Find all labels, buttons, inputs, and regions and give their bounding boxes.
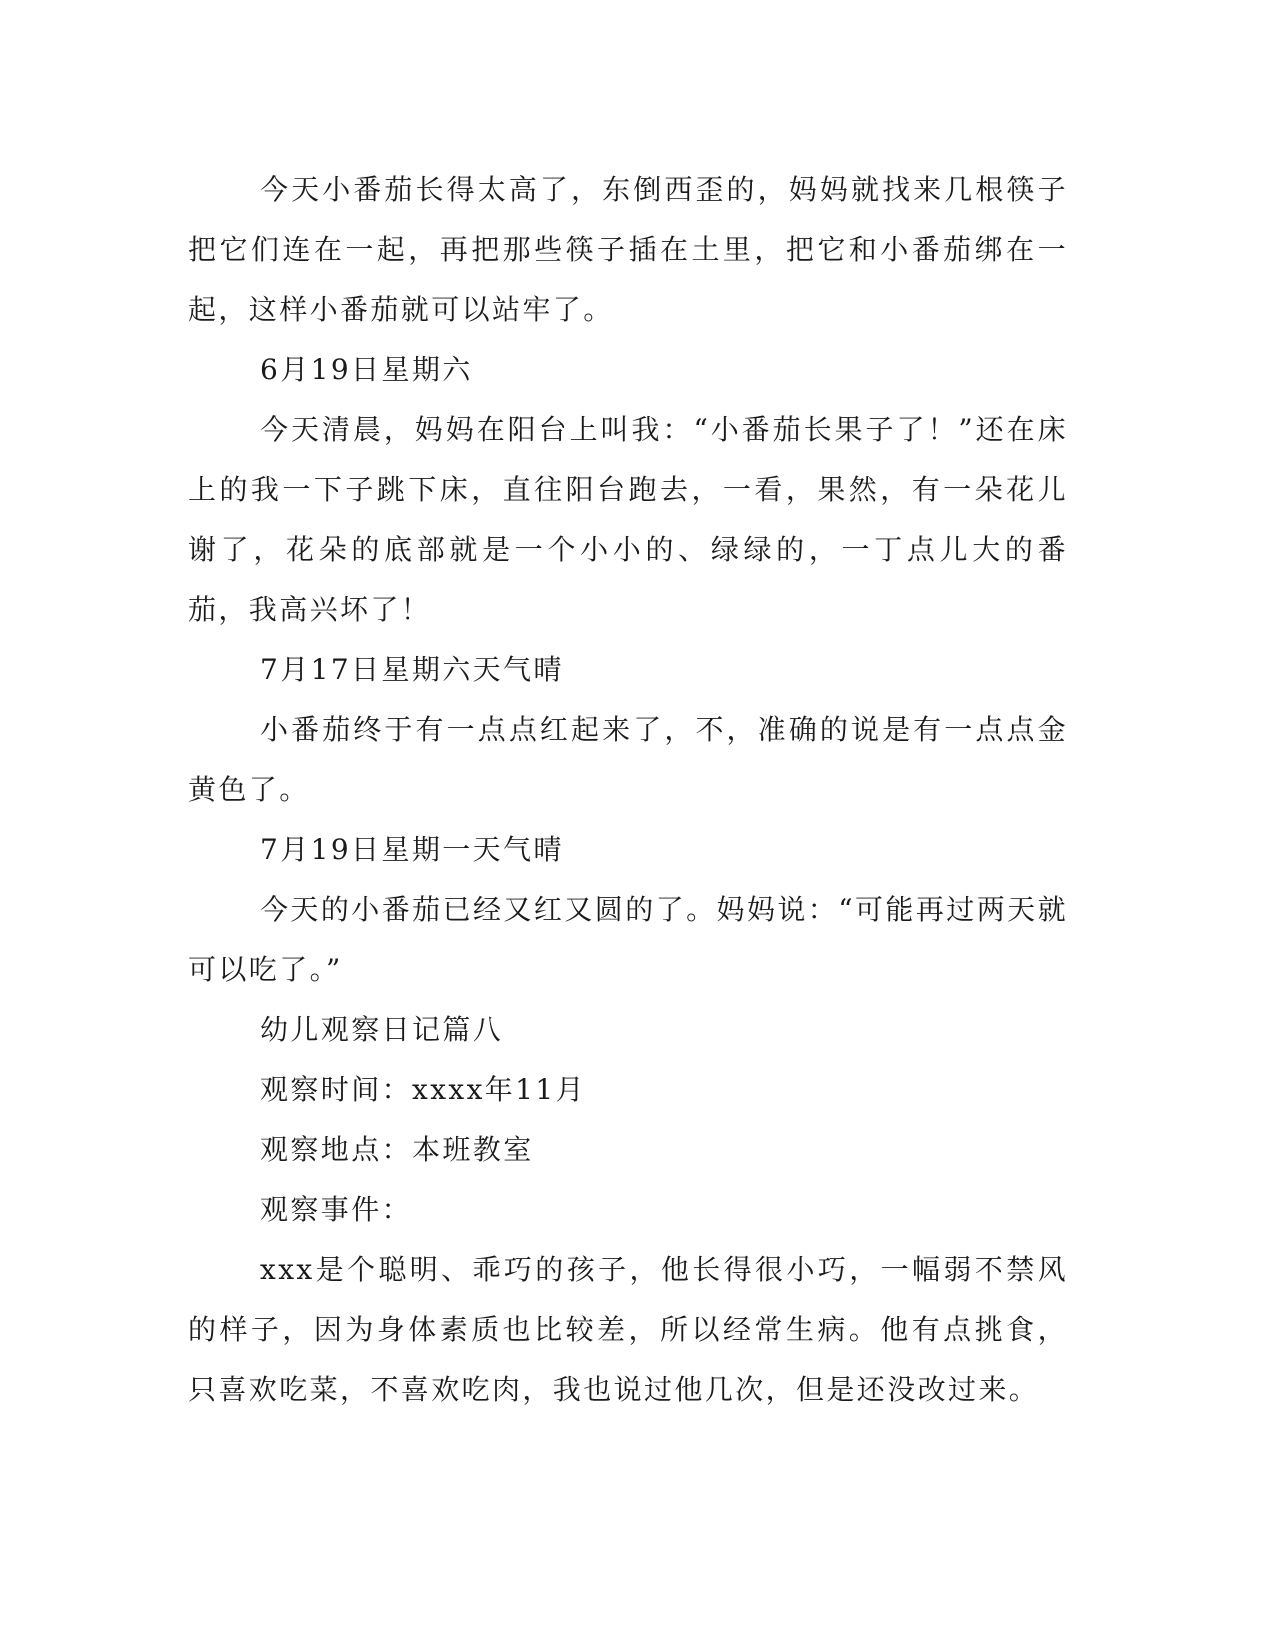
paragraph-tomato-red: 今天的小番茄已经又红又圆的了。妈妈说：“可能再过两天就可以吃了。” [188, 893, 1068, 986]
paragraph-tomato-fruit: 今天清晨，妈妈在阳台上叫我：“小番茄长果子了！”还在床上的我一下子跳下床，直往阳台跑去，一看，果然，有一朵花儿谢了，花朵的底部就是一个小小的、绿绿的，一丁点儿大的番茄，我高兴坏了！ [188, 413, 1068, 626]
paragraph-tomato-yellow: 小番茄终于有一点点红起来了，不，准确的说是有一点点金黄色了。 [188, 713, 1068, 806]
date-heading-june-19: 6月19日星期六 [260, 353, 473, 386]
section-title-diary-eight: 幼儿观察日记篇八 [260, 1013, 504, 1046]
paragraph-child-description: xxx是个聪明、乖巧的孩子，他长得很小巧，一幅弱不禁风的样子，因为身体素质也比较差，所以经常生病。他有点挑食，只喜欢吃菜，不喜欢吃肉，我也说过他几次，但是还没改过来。 [188, 1253, 1068, 1406]
observation-location: 观察地点：本班教室 [260, 1133, 534, 1166]
date-heading-july-19: 7月19日星期一天气晴 [260, 833, 564, 866]
document-body [188, 160, 1068, 1420]
date-heading-july-17: 7月17日星期六天气晴 [260, 653, 564, 686]
observation-event-label: 观察事件： [260, 1193, 413, 1226]
observation-time: 观察时间：xxxx年11月 [260, 1073, 586, 1106]
paragraph-tomato-sticks: 今天小番茄长得太高了，东倒西歪的，妈妈就找来几根筷子把它们连在一起，再把那些筷子插在土里，把它和小番茄绑在一起，这样小番茄就可以站牢了。 [188, 173, 1068, 326]
